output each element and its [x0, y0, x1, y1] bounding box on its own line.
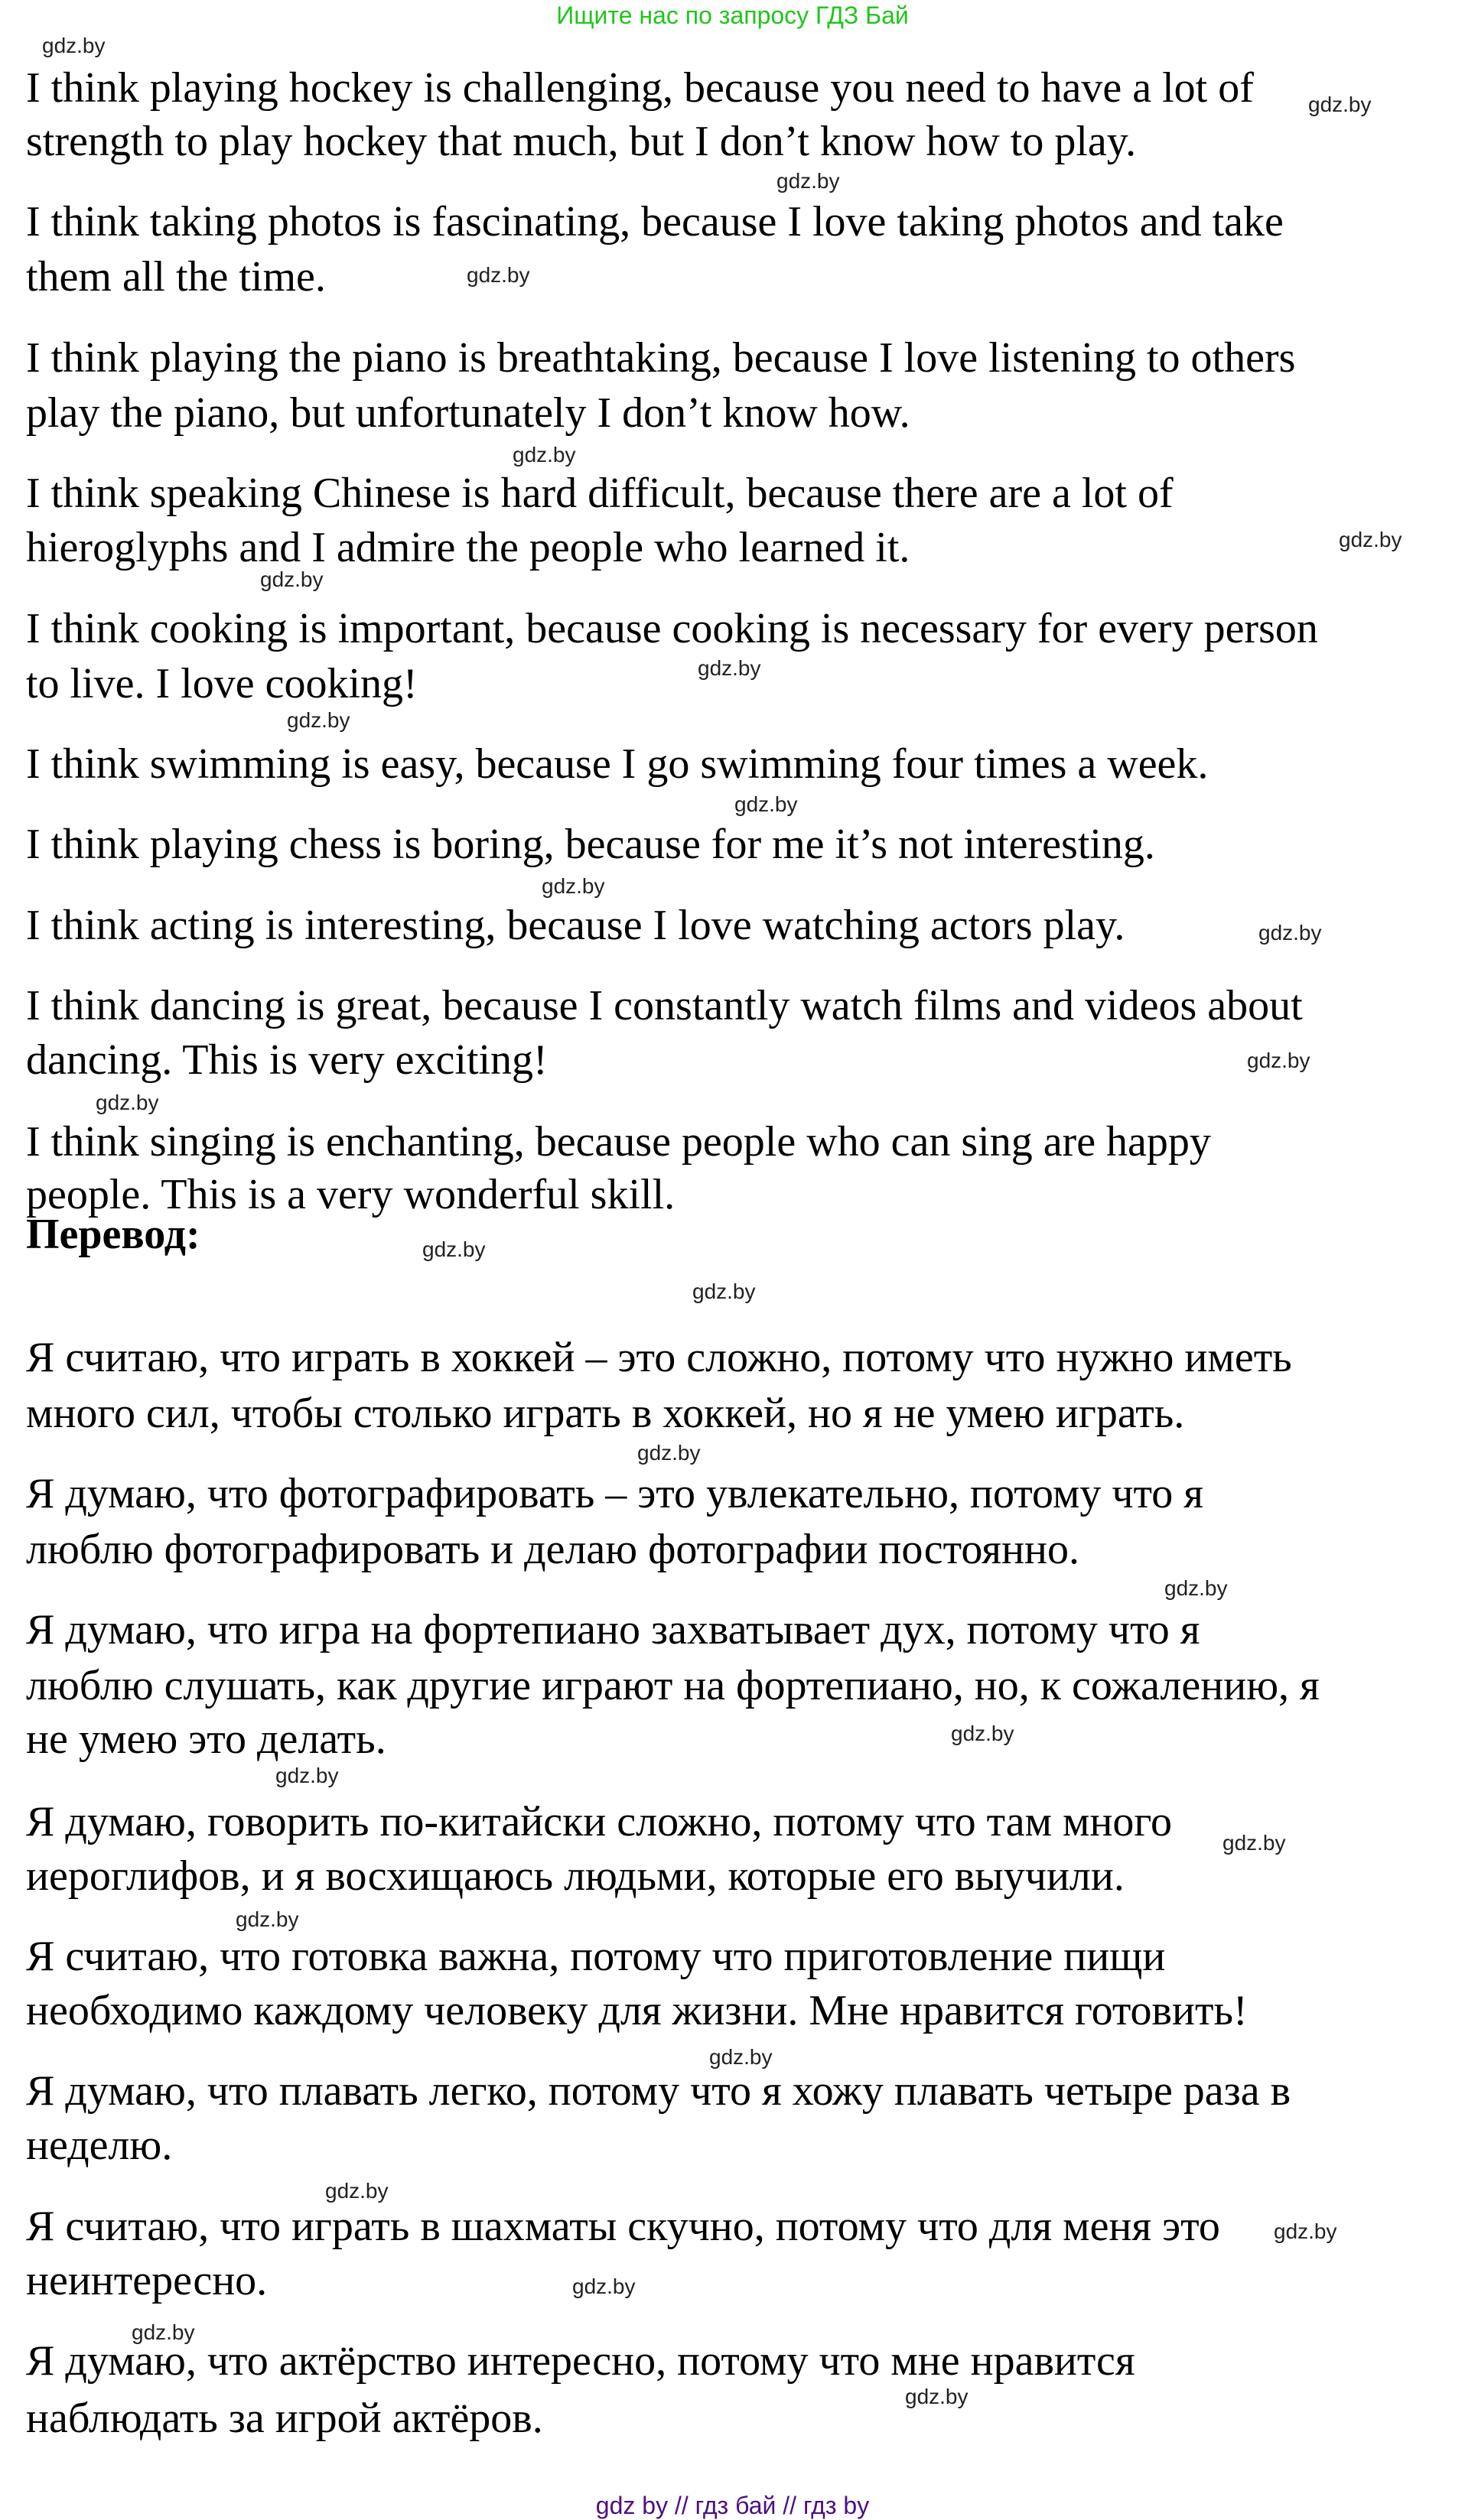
text-line: I think acting is interesting, because I love watching actors play.	[26, 902, 1125, 949]
text-line: to live. I love cooking!	[26, 660, 418, 707]
text-line: Я считаю, что играть в хоккей – это сложно, потому что нужно иметь	[26, 1334, 1292, 1381]
watermark: gdz.by	[734, 792, 798, 816]
text-line: Я считаю, что играть в шахматы скучно, потому что для меня это	[26, 2203, 1220, 2250]
text-line: Я думаю, что фотографировать – это увлекательно, потому что я	[26, 1470, 1204, 1517]
watermark: gdz.by	[905, 2385, 969, 2408]
text-line: Я думаю, что плавать легко, потому что я хожу плавать четыре раза в	[26, 2067, 1291, 2115]
text-line: люблю слушать, как другие играют на фортепиано, но, к сожалению, я	[26, 1662, 1320, 1709]
watermark: gdz.by	[325, 2179, 389, 2203]
footer-links[interactable]: gdz by // гдз бай // гдз by	[595, 2492, 870, 2519]
watermark: gdz.by	[275, 1764, 339, 1787]
text-line: Я думаю, что актёрство интересно, потому что мне нравится	[26, 2337, 1135, 2385]
watermark: gdz.by	[637, 1441, 701, 1465]
search-banner[interactable]: Ищите нас по запросу ГДЗ Бай	[556, 2, 909, 29]
watermark: gdz.by	[96, 1091, 159, 1114]
text-line: иероглифов, и я восхищаюсь людьми, которые его выучили.	[26, 1852, 1125, 1900]
watermark: gdz.by	[287, 708, 350, 732]
watermark: gdz.by	[42, 34, 106, 57]
watermark: gdz.by	[132, 2320, 195, 2344]
text-line: people. This is a very wonderful skill.	[26, 1171, 676, 1218]
watermark: gdz.by	[467, 263, 530, 287]
watermark: gdz.by	[698, 656, 761, 680]
watermark: gdz.by	[236, 1907, 299, 1931]
text-line: play the piano, but unfortunately I don’t know how.	[26, 389, 910, 437]
text-line: I think playing the piano is breathtaking, because I love listening to others	[26, 334, 1296, 382]
text-line: не умею это делать.	[26, 1715, 386, 1763]
text-line: I think taking photos is fascinating, because I love taking photos and take	[26, 198, 1284, 245]
text-line: неинтересно.	[26, 2257, 268, 2304]
watermark: gdz.by	[1258, 921, 1322, 945]
watermark: gdz.by	[1164, 1576, 1228, 1600]
watermark: gdz.by	[1308, 93, 1372, 116]
text-line: Я думаю, говорить по-китайски сложно, потому что там много	[26, 1798, 1172, 1845]
text-line: неделю.	[26, 2122, 173, 2169]
watermark: gdz.by	[542, 874, 605, 898]
text-line: I think singing is enchanting, because people who can sing are happy	[26, 1118, 1211, 1166]
text-line: I think dancing is great, because I constantly watch films and videos about	[26, 982, 1303, 1029]
text-line: strength to play hockey that much, but I don’t know how to play.	[26, 118, 1137, 165]
watermark: gdz.by	[692, 1280, 756, 1303]
text-line: необходимо каждому человеку для жизни. Мне нравится готовить!	[26, 1987, 1248, 2034]
text-line: I think swimming is easy, because I go swimming four times a week.	[26, 740, 1209, 788]
text-line: люблю фотографировать и делаю фотографии постоянно.	[26, 1526, 1080, 1573]
translation-heading: Перевод:	[26, 1211, 200, 1258]
watermark: gdz.by	[1222, 1831, 1286, 1855]
watermark: gdz.by	[776, 169, 840, 193]
watermark: gdz.by	[572, 2275, 636, 2298]
text-line: I think playing hockey is challenging, because you need to have a lot of	[26, 64, 1254, 112]
text-line: I think cooking is important, because cooking is necessary for every person	[26, 605, 1318, 652]
text-line: I think speaking Chinese is hard difficult, because there are a lot of	[26, 470, 1174, 517]
watermark: gdz.by	[1274, 2219, 1337, 2243]
watermark: gdz.by	[513, 443, 576, 467]
text-line: hieroglyphs and I admire the people who learned it.	[26, 524, 910, 571]
text-line: Я думаю, что игра на фортепиано захватывает дух, потому что я	[26, 1606, 1200, 1653]
watermark: gdz.by	[709, 2045, 773, 2069]
watermark: gdz.by	[951, 1722, 1014, 1745]
text-line: много сил, чтобы столько играть в хоккей, но я не умею играть.	[26, 1390, 1185, 1437]
text-line: наблюдать за игрой актёров.	[26, 2395, 543, 2442]
text-line: them all the time.	[26, 253, 326, 301]
watermark: gdz.by	[1339, 528, 1402, 551]
watermark: gdz.by	[1247, 1049, 1310, 1072]
watermark: gdz.by	[422, 1237, 486, 1261]
text-line: dancing. This is very exciting!	[26, 1036, 548, 1084]
text-line: I think playing chess is boring, because for me it’s not interesting.	[26, 821, 1155, 868]
text-line: Я считаю, что готовка важна, потому что приготовление пищи	[26, 1933, 1166, 1980]
watermark: gdz.by	[260, 567, 324, 591]
